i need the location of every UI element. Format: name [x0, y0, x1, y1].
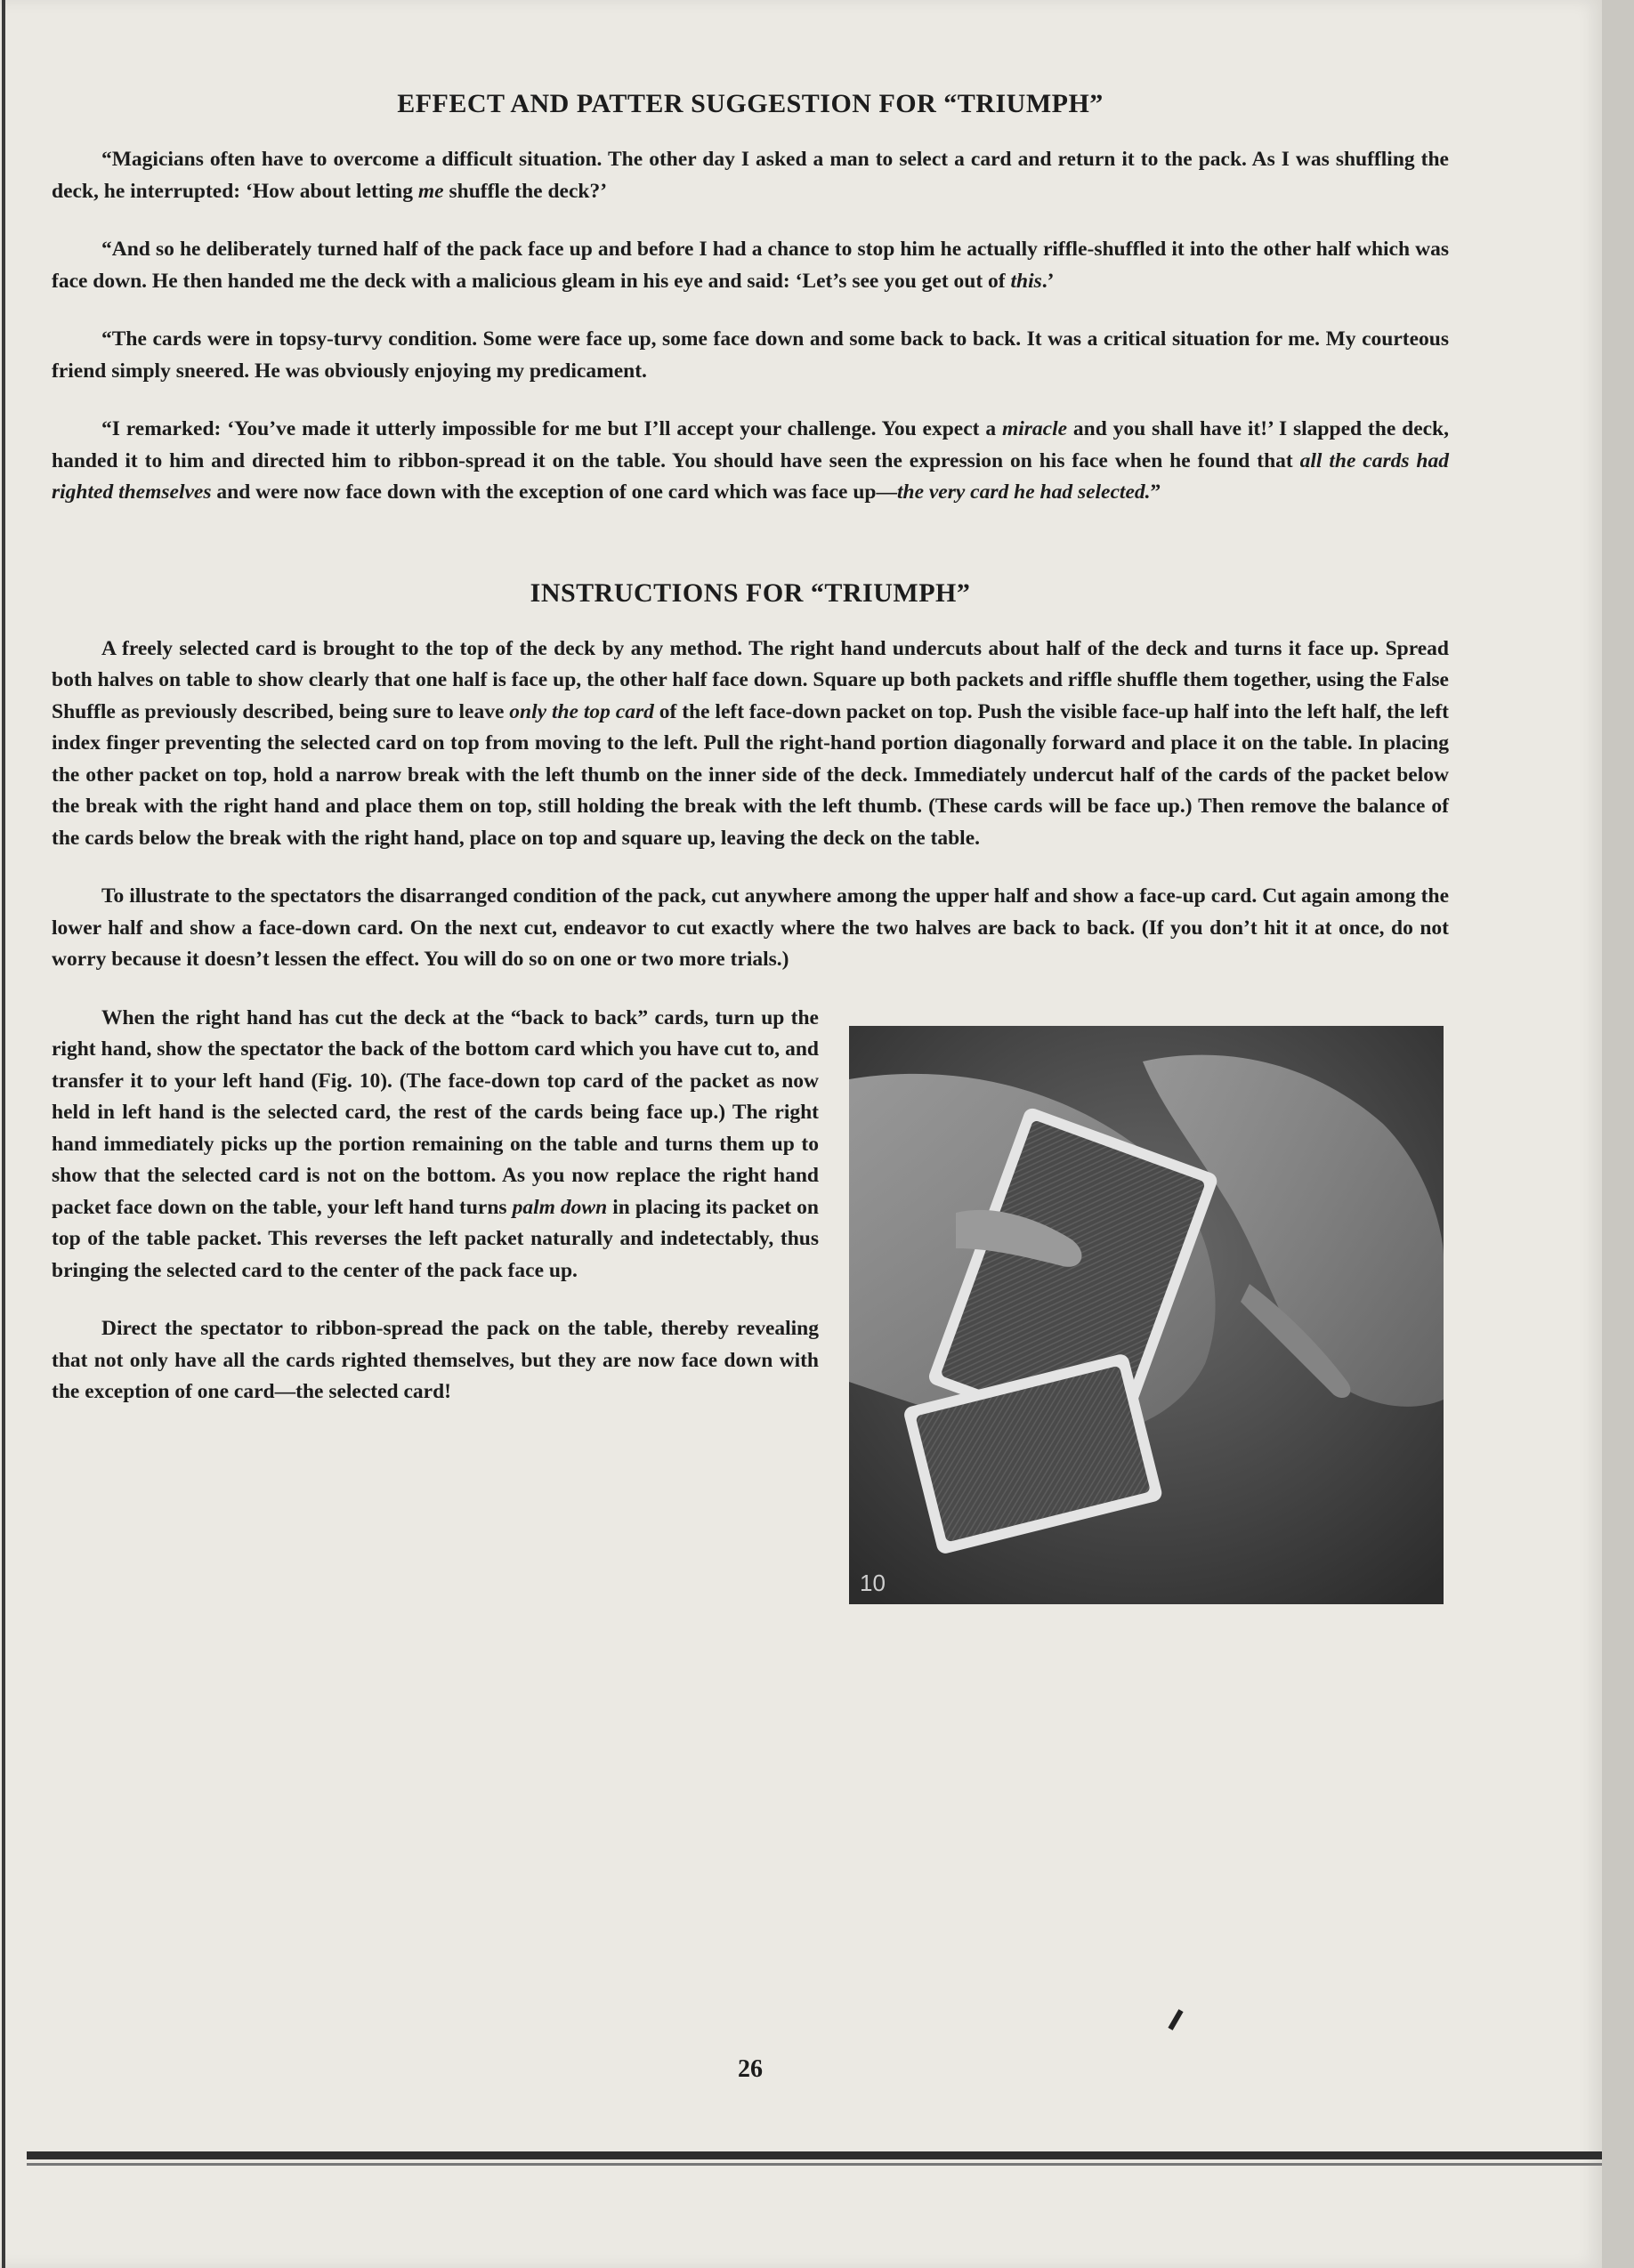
paragraph: A freely selected card is brought to the top of the deck by any method. The right hand undercuts about half of the deck and turns it face up. Spread both halves on table to show clearly that one half is face up, the other half face down. Square up both packets and riffle shuffle them together, using the False Shuffle as previously described, being sure to leave only the top card of the left face-down packet on top. Push the visible face-up half into the left half, the left index finger preventing the selected card on top from moving to the left. Pull the right-hand portion diagonally forward and place it on the table. In placing the other packet on top, hold a narrow break with the left thumb on the inner side of the deck. Immediately undercut half of the cards of the packet below the break with the right hand and place them on top, still holding the break with the left thumb. (These cards will be face up.) Then remove the balance of the cards below the break with the right hand, place on top and square up, leaving the deck on the table. — [52, 636, 1449, 850]
bottom-rule-thin — [27, 2163, 1602, 2166]
paragraph: To illustrate to the spectators the disarranged condition of the pack, cut anywhere among the upper half and show a face-up card. Cut again among the lower half and show a face-down card. On the next cut, endeavor to cut exactly where the two halves are back to back. (If you don’t hit it at once, do not worry because it doesn’t lessen the effect. You will do so on one or two more trials.) — [52, 884, 1449, 971]
paragraph: Direct the spectator to ribbon-spread the pack on the table, thereby revealing that not only have all the cards righted themselves, but they are now face down with the exception of one card—the selected card! — [52, 1317, 819, 1403]
paragraph: “And so he deliberately turned half of the pack face up and before I had a chance to stop him he actually riffle-shuffled it into the other half which was face down. He then handed me the deck with a malicious gleam in his eye and said: ‘Let’s see you get out of this.’ — [52, 238, 1449, 293]
photo-hands-with-cards — [849, 1026, 1444, 1604]
paragraph: When the right hand has cut the deck at the “back to back” cards, turn up the right hand, show the spectator the back of the bottom card which you have cut to, and transfer it to your left hand (Fig. 10). (The face-down top card of the packet as now held in left hand is the selected card, the rest of the cards being face up.) The right hand immediately picks up the portion remaining on the table and turns them up to show that the selected card is not on the bottom. As you now replace the right hand packet face down on the table, your left hand turns palm down in placing its packet on top of the table packet. This reverses the left packet naturally and indetectably, thus bringing the selected card to the center of the pack face up. — [52, 1005, 819, 1282]
figure-number: 10 — [860, 1569, 886, 1596]
section-title-effect: EFFECT AND PATTER SUGGESTION FOR “TRIUMPH” — [397, 89, 1104, 118]
bottom-rule — [27, 2151, 1602, 2159]
figure-section — [52, 1003, 1449, 1613]
section-title-instructions: INSTRUCTIONS FOR “TRIUMPH” — [530, 577, 971, 608]
photo-illustration — [849, 1026, 1444, 1604]
page-content — [52, 89, 1449, 2083]
page-number: 26 — [738, 2055, 763, 2083]
paragraph: “Magicians often have to overcome a difficult situation. The other day I asked a man to select a card and return it to the pack. As I was shuffling the deck, he interrupted: ‘How about letting me shuffle the deck?’ — [52, 148, 1449, 203]
ink-mark — [1168, 2009, 1183, 2030]
figure-10 — [849, 1026, 1444, 1604]
paragraph: “I remarked: ‘You’ve made it utterly impossible for me but I’ll accept your challenge. You expect a miracle and you shall have it!’ I slapped the deck, handed it to him and directed him to ribbon-spread it on the table. You should have seen the expression on his face when he found that all the cards had righted themselves and were now face down with the exception of one card which was face up—the very card he had selected.” — [52, 417, 1449, 504]
paragraph: “The cards were in topsy-turvy condition. Some were face up, some face down and some back to back. It was a critical situation for me. My courteous friend simply sneered. He was obviously enjoying my predicament. — [52, 327, 1449, 383]
page-edge-line — [2, 0, 5, 2268]
